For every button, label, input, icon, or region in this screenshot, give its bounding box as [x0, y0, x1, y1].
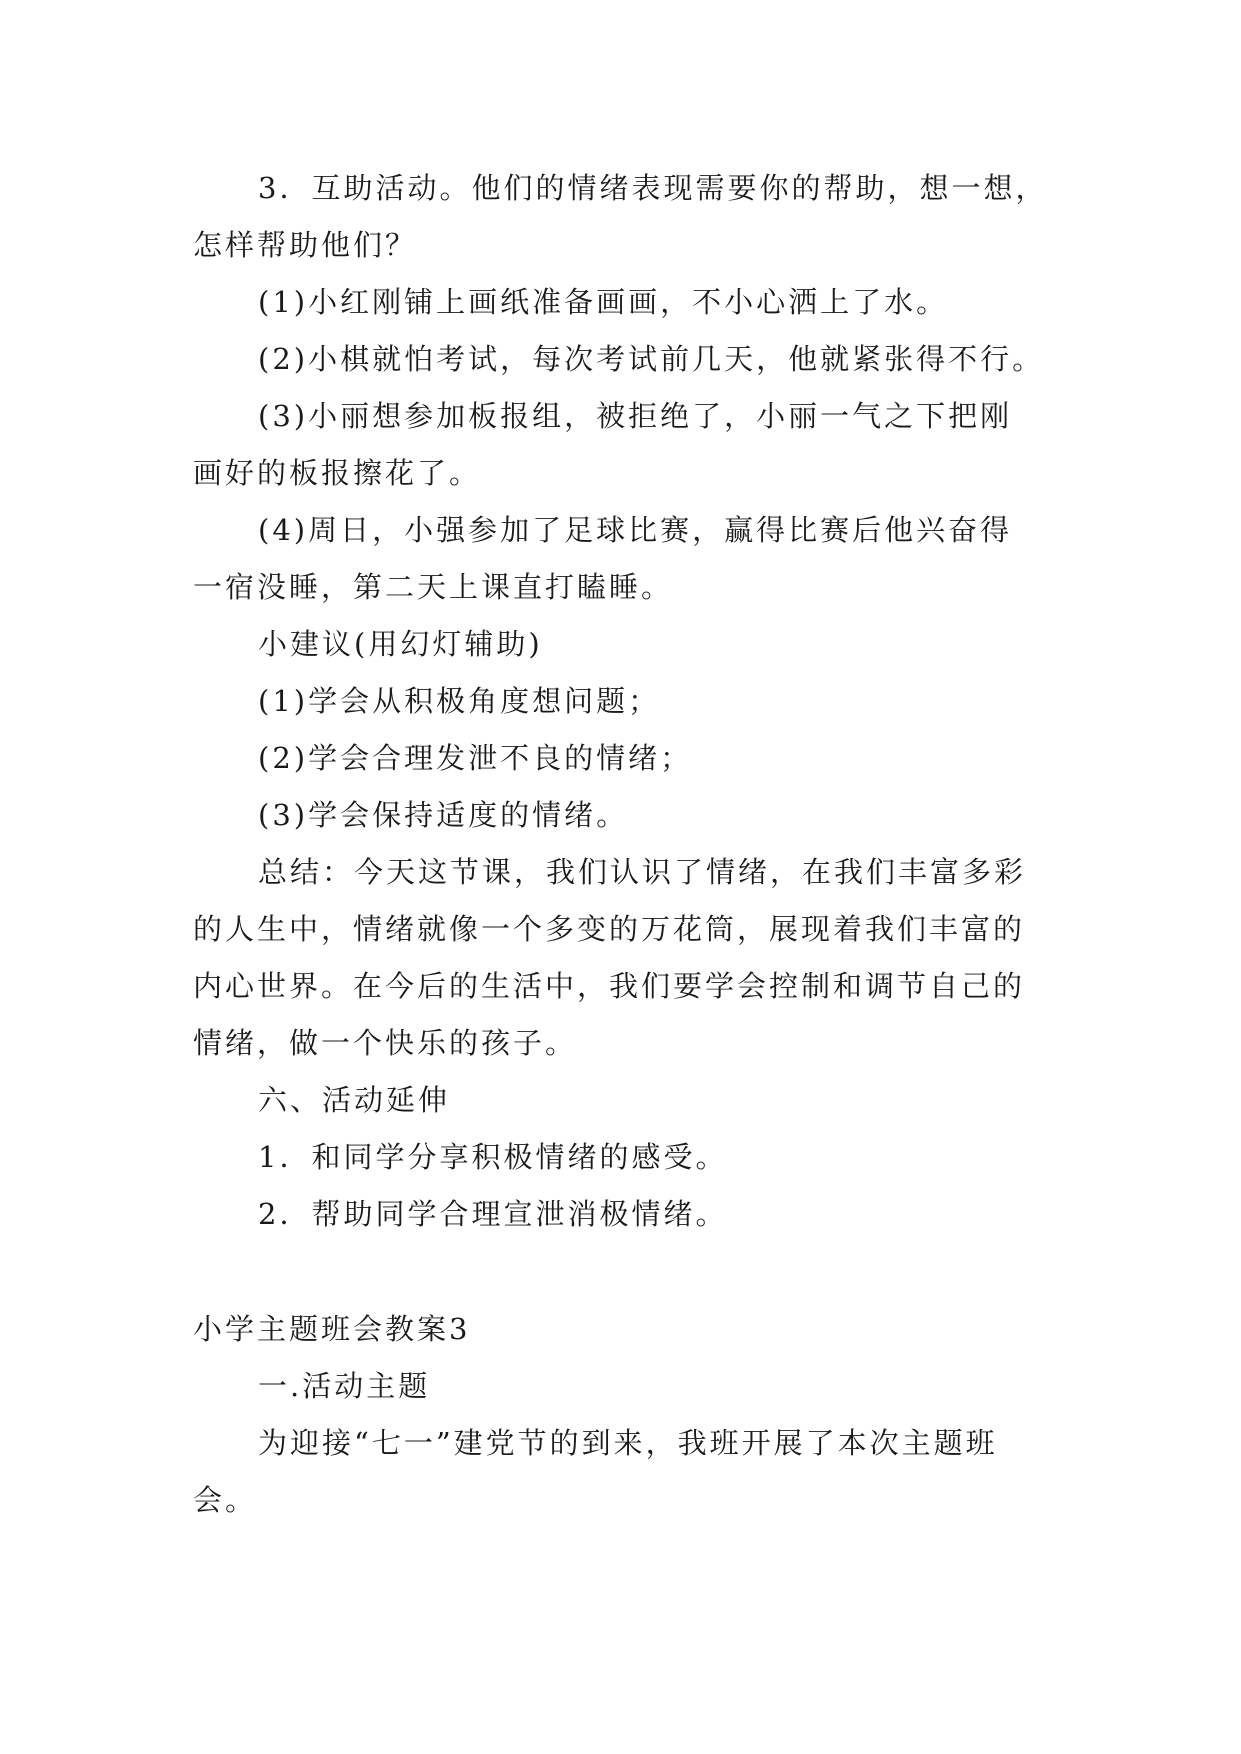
section-heading: 六、活动延伸 [258, 1083, 451, 1117]
paragraph-line: 会。 [193, 1483, 258, 1517]
paragraph-line: 为迎接“七一”建党节的到来，我班开展了本次主题班 [258, 1426, 998, 1460]
list-item: (2)小棋就怕考试，每次考试前几天，他就紧张得不行。 [258, 342, 1045, 376]
paragraph-line: 情绪，做一个快乐的孩子。 [193, 1026, 578, 1060]
subheading: 小建议(用幻灯辅助) [258, 627, 543, 661]
list-item: (4)周日，小强参加了足球比赛，赢得比赛后他兴奋得 [258, 513, 1013, 547]
list-item: (3)学会保持适度的情绪。 [258, 798, 629, 832]
list-item: (1)学会从积极角度想问题； [258, 684, 661, 718]
section-heading: 一.活动主题 [258, 1369, 431, 1403]
list-item-continuation: 画好的板报擦花了。 [193, 456, 482, 490]
list-item: 2．帮助同学合理宣泄消极情绪。 [258, 1197, 728, 1231]
paragraph-line: 内心世界。在今后的生活中，我们要学会控制和调节自己的 [193, 969, 1026, 1003]
list-item: 1．和同学分享积极情绪的感受。 [258, 1140, 728, 1174]
paragraph-line: 怎样帮助他们？ [193, 228, 418, 262]
paragraph-line: 的人生中，情绪就像一个多变的万花筒，展现着我们丰富的 [193, 912, 1026, 946]
paragraph-line: 总结：今天这节课，我们认识了情绪，在我们丰富多彩 [258, 855, 1027, 889]
document-title: 小学主题班会教案3 [193, 1312, 471, 1346]
list-item: (1)小红刚铺上画纸准备画画，不小心洒上了水。 [258, 285, 949, 319]
list-item-continuation: 一宿没睡，第二天上课直打瞌睡。 [193, 570, 674, 604]
list-item: (2)学会合理发泄不良的情绪； [258, 741, 693, 775]
paragraph-line: 3．互助活动。他们的情绪表现需要你的帮助，想一想， [258, 171, 1048, 205]
list-item: (3)小丽想参加板报组，被拒绝了，小丽一气之下把刚 [258, 399, 1013, 433]
